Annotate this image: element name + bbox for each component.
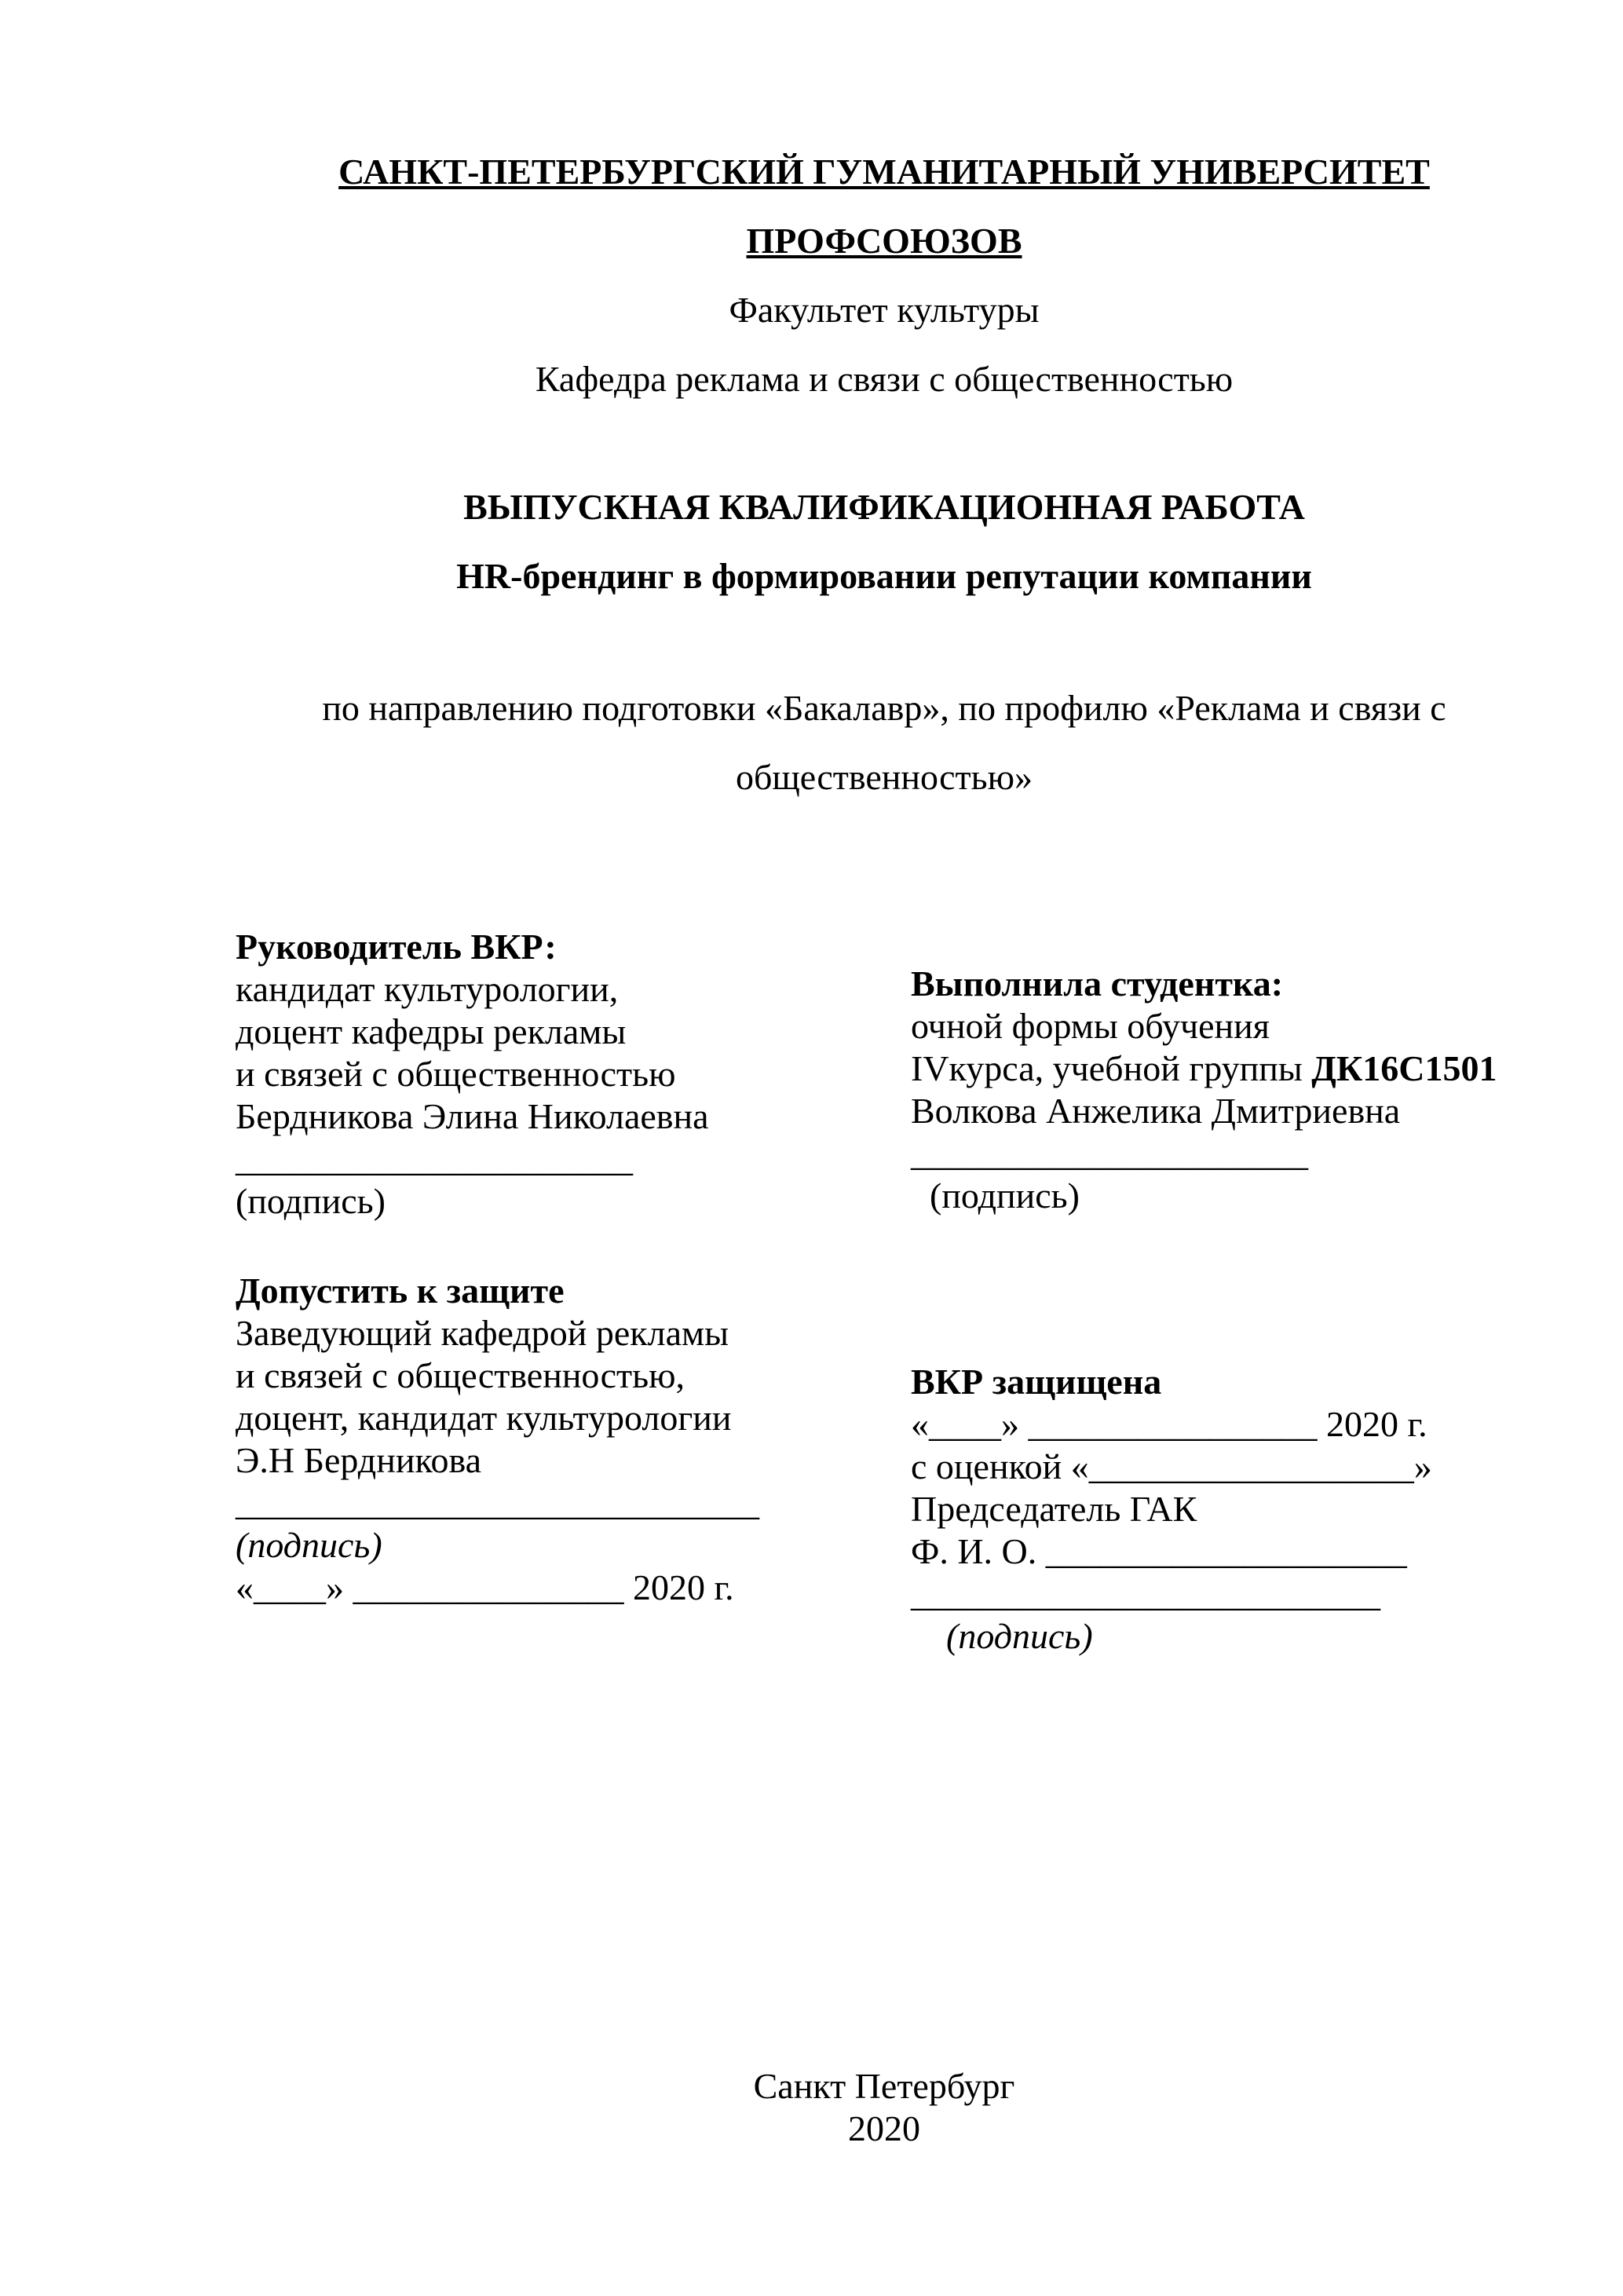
footer [236, 2065, 1533, 2150]
faculty-name: Факультет культуры [729, 290, 1040, 330]
right-column [911, 926, 1533, 1658]
admission-date-line: «____» _______________ 2020 г. [236, 1567, 734, 1607]
student-group-prefix: IVкурса, учебной группы [911, 1048, 1312, 1088]
student-signature-line: ______________________ [911, 1133, 1308, 1173]
supervisor-line: доцент кафедры рекламы [236, 1011, 627, 1051]
defense-date-line: «____» ________________ 2020 г. [911, 1404, 1427, 1444]
defense-fio-line: Ф. И. О. ____________________ [911, 1531, 1407, 1571]
defense-heading: ВКР защищена [911, 1362, 1162, 1402]
student-signature-label: (подпись) [930, 1175, 1080, 1216]
defense-signature-label: (подпись) [946, 1616, 1093, 1656]
admission-signature-line: _____________________________ [236, 1483, 759, 1523]
footer-year: 2020 [848, 2108, 920, 2148]
university-name-line1: САНКТ-ПЕТЕРБУРГСКИЙ ГУМАНИТАРНЫЙ УНИВЕРСИТЕТ [338, 152, 1430, 192]
admission-heading: Допустить к защите [236, 1270, 565, 1311]
student-block [911, 963, 1533, 1217]
supervisor-line: Бердникова Элина Николаевна [236, 1096, 709, 1136]
title-page-header [236, 137, 1533, 812]
admission-line: Э.Н Бердникова [236, 1440, 481, 1480]
defense-block [911, 1361, 1533, 1658]
student-line: очной формы обучения [911, 1006, 1270, 1046]
defense-signature-line: __________________________ [911, 1574, 1380, 1614]
supervisor-signature-label: (подпись) [236, 1181, 386, 1221]
supervisor-block [236, 926, 911, 1223]
footer-city: Санкт Петербург [753, 2066, 1015, 2106]
defense-chairman-line: Председатель ГАК [911, 1489, 1197, 1529]
program-line1: по направлению подготовки «Бакалавр», по профилю «Реклама и связи с [322, 688, 1446, 728]
student-name: Волкова Анжелика Дмитриевна [911, 1091, 1401, 1131]
admission-signature-label: (подпись) [236, 1525, 382, 1565]
admission-line: доцент, кандидат культурологии [236, 1398, 732, 1438]
program-line2: общественностью» [735, 757, 1033, 797]
admission-line: и связей с общественностью, [236, 1355, 685, 1395]
left-column [236, 926, 911, 1658]
student-group-code: ДК16С1501 [1311, 1048, 1497, 1088]
university-name-line2: ПРОФСОЮЗОВ [746, 221, 1022, 261]
admission-line: Заведующий кафедрой рекламы [236, 1313, 729, 1353]
supervisor-line: и связей с общественностью [236, 1054, 676, 1094]
supervisor-signature-line: ______________________ [236, 1139, 633, 1179]
student-heading: Выполнила студентка: [911, 963, 1284, 1004]
work-type-heading: ВЫПУСКНАЯ КВАЛИФИКАЦИОННАЯ РАБОТА [463, 487, 1305, 527]
work-title: HR-брендинг в формировании репутации компании [456, 556, 1312, 596]
supervisor-heading: Руководитель ВКР: [236, 927, 557, 967]
supervisor-line: кандидат культурологии, [236, 969, 619, 1009]
signature-columns [236, 926, 1533, 1658]
defense-grade-line: с оценкой «__________________» [911, 1446, 1432, 1486]
admission-block [236, 1270, 911, 1609]
student-group-line [911, 1047, 1533, 1090]
department-name: Кафедра реклама и связи с общественностью [535, 359, 1234, 399]
